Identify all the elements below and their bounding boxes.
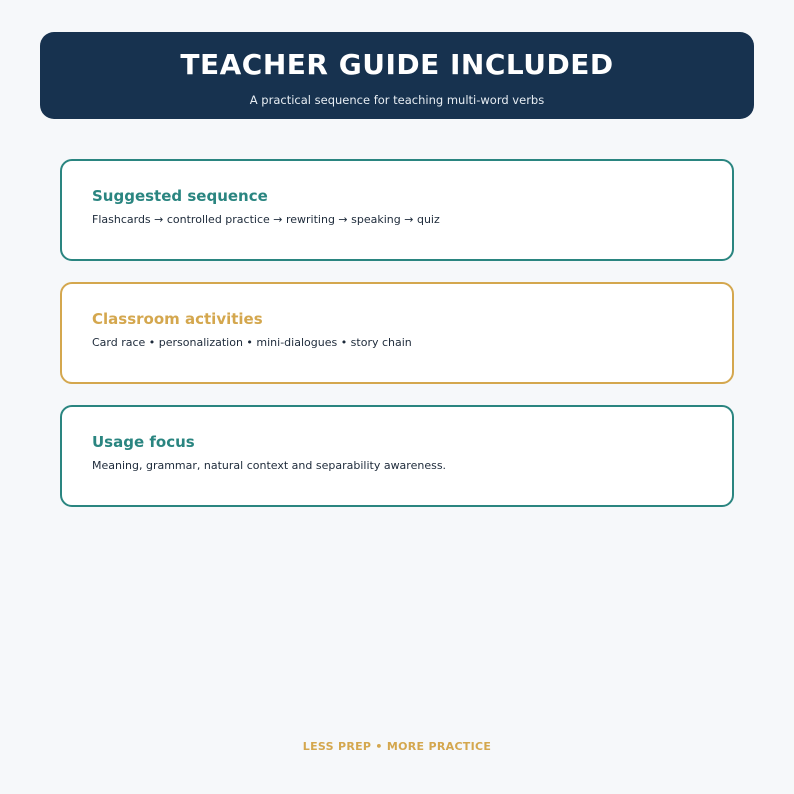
card-classroom-activities [60, 282, 734, 384]
card-text: Flashcards → controlled practice → rewriting → speaking → quiz [92, 213, 440, 226]
card-heading: Classroom activities [92, 310, 263, 328]
footer-tagline: LESS PREP • MORE PRACTICE [302, 740, 492, 753]
header-banner [40, 32, 754, 119]
card-text: Meaning, grammar, natural context and separability awareness. [92, 459, 447, 472]
card-usage-focus [60, 405, 734, 507]
card-heading: Suggested sequence [92, 187, 268, 205]
page-subtitle: A practical sequence for teaching multi-word verbs [249, 93, 545, 107]
card-suggested-sequence [60, 159, 734, 261]
card-heading: Usage focus [92, 433, 195, 451]
card-text: Card race • personalization • mini-dialogues • story chain [92, 336, 412, 349]
page-title: TEACHER GUIDE INCLUDED [180, 48, 614, 81]
